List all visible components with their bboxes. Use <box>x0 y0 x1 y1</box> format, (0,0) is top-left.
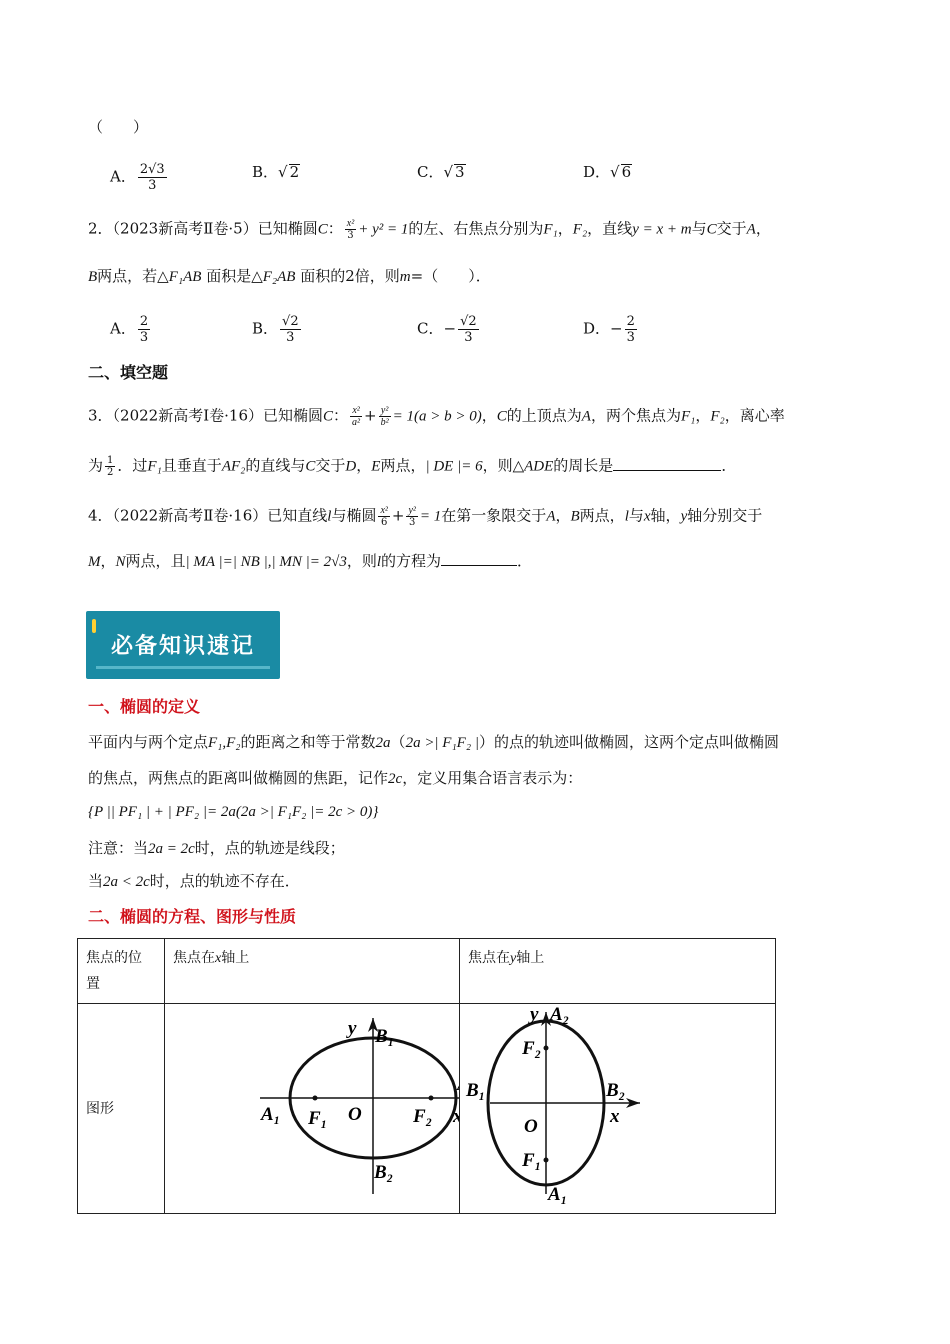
condition: | MA |=| NB |,| MN |= 2√3 <box>185 554 347 570</box>
header-y-axis <box>460 939 775 978</box>
q2-line1 <box>88 218 771 241</box>
note-line2 <box>88 871 300 892</box>
q2-option-b[interactable] <box>252 314 303 345</box>
minus-sign: − <box>610 319 623 338</box>
label-b2: B₂ <box>606 1080 626 1101</box>
text: 的上顶点为 <box>506 406 582 425</box>
numerator: y² <box>408 505 416 516</box>
comma: ， <box>755 219 771 238</box>
text: 的焦点，两焦点的距离叫做椭圆的焦距，记作 <box>88 769 389 787</box>
fraction <box>345 218 356 241</box>
numerator: 2√3 <box>139 162 165 177</box>
sqrt-icon: √ <box>610 163 620 181</box>
text: ，则△ <box>482 456 525 475</box>
period: ． <box>721 456 737 475</box>
label-b1: B₁ <box>466 1080 486 1101</box>
denominator: 3 <box>626 330 635 345</box>
foci: F₁,F₂ <box>208 735 241 751</box>
var-b: B <box>570 508 580 525</box>
text: 交于 <box>716 219 747 238</box>
option-label: C． <box>417 319 444 338</box>
minus-sign: − <box>443 319 457 338</box>
text: ，两个焦点为 <box>590 406 681 425</box>
label-y: y <box>348 1018 357 1039</box>
var-x: x <box>643 508 651 525</box>
q1-option-b[interactable] <box>252 162 300 182</box>
focus-point <box>544 1046 549 1051</box>
q2-prefix: 2．（2023新高考Ⅱ卷·5）已知椭圆 <box>88 219 318 238</box>
fraction <box>280 314 301 345</box>
var-y: y <box>510 951 517 966</box>
table-cell <box>165 1004 460 1214</box>
denominator: 3 <box>464 330 473 345</box>
var-y: y <box>680 508 688 525</box>
ellipse-x-axis-figure <box>165 1004 459 1209</box>
text: 两点， <box>380 456 426 475</box>
text: 与椭圆 <box>331 506 377 525</box>
text: 焦点在 <box>468 950 510 966</box>
var-c: C <box>496 408 507 425</box>
condition: = 1(a > b > 0) <box>392 408 482 425</box>
var-x: x <box>215 951 222 966</box>
var-n: N <box>115 554 126 570</box>
numerator: x² <box>346 218 355 229</box>
fraction <box>105 455 115 478</box>
text: 轴上 <box>516 950 545 966</box>
var-e: E <box>371 458 381 475</box>
table-header-row <box>78 939 776 1004</box>
option-label: D． <box>583 163 611 181</box>
var-l: l <box>376 554 382 570</box>
section-heading-equation: 二、椭圆的方程、图形与性质 <box>88 907 297 926</box>
condition: 2a < 2c <box>103 874 150 890</box>
constant-2a: 2a <box>375 735 391 751</box>
var-f1: F₁ <box>680 408 696 425</box>
q2-option-a[interactable] <box>110 314 152 345</box>
fraction <box>379 405 391 428</box>
var-c: C <box>323 408 334 425</box>
label-y: y <box>530 1004 539 1025</box>
text: 与 <box>691 219 707 238</box>
denominator: 3 <box>139 330 149 345</box>
text: 面积是△ <box>206 267 263 285</box>
numerator: 2 <box>139 314 149 329</box>
var-b: B <box>88 269 98 285</box>
focal-distance: 2c <box>388 771 403 787</box>
fraction <box>138 314 150 345</box>
text: ，则 <box>346 552 377 570</box>
denominator: b² <box>380 417 389 428</box>
var-a: A <box>581 408 591 425</box>
def-set-notation: {P || PF₁ | + | PF₂ |= 2a(2a >| F₁F₂ |= 2c > 0)} <box>88 804 379 820</box>
text: 平面内与两个定点 <box>88 733 209 751</box>
label-f1: F₁ <box>522 1150 542 1171</box>
sqrt-icon: √ <box>443 163 454 181</box>
q1-option-a[interactable] <box>110 162 169 193</box>
text: 轴， <box>650 506 681 525</box>
var-l: l <box>327 508 332 525</box>
numerator: x² <box>350 405 362 417</box>
triangle-2: F₂AB <box>262 269 296 285</box>
text: ，直线 <box>587 219 633 238</box>
var-f1: F₁ <box>543 221 558 238</box>
q3-line1: 3．（2022新高考Ⅰ卷·16）已知椭圆C： $\frac{\text{x²}}{\text{a²}}$ + $\frac{\text{y²}}{\text{b²}}$ = 1(a > b > 0)，C的上顶点为A，两个焦点为F₁，F₂，离心率 <box>88 405 785 428</box>
denominator: 3 <box>409 517 416 528</box>
comma: ， <box>695 406 711 425</box>
label-b2: B₂ <box>374 1162 394 1183</box>
denominator: a² <box>352 417 361 428</box>
text: 的方程为 <box>381 552 442 570</box>
q1-paren: （ ） <box>88 118 149 136</box>
text: ．过 <box>117 456 148 475</box>
triangle-ade: ADE <box>524 458 554 475</box>
label-a1: A₁ <box>261 1104 281 1125</box>
comma: ， <box>356 456 372 475</box>
text: 面积的2倍，则 <box>300 267 400 285</box>
option-label: B． <box>252 319 279 338</box>
option-label: C． <box>417 163 444 181</box>
var-c: C <box>305 458 316 475</box>
var-l: l <box>624 508 629 525</box>
numerator: 1 <box>107 455 114 466</box>
fraction <box>350 405 362 428</box>
comma: ， <box>557 219 573 238</box>
fraction <box>458 314 479 345</box>
label-x: x <box>610 1106 620 1127</box>
text: 两点， <box>579 506 625 525</box>
denominator: 3 <box>148 178 157 193</box>
text: 且垂直于 <box>161 456 222 475</box>
option-label: A． <box>110 319 136 338</box>
var-f1: F₁ <box>147 458 162 475</box>
answer-blank[interactable] <box>441 551 517 566</box>
label-x <box>452 1106 459 1127</box>
line-equation: y = x + m <box>632 221 692 238</box>
condition: | DE |= 6 <box>425 458 483 475</box>
q4-line2 <box>88 551 532 572</box>
text: 的左、右焦点分别为 <box>408 219 544 238</box>
fraction <box>625 314 637 345</box>
period: ． <box>517 552 533 570</box>
label-origin: O <box>524 1116 538 1137</box>
knowledge-banner <box>86 611 280 679</box>
row-label-figure: 图形 <box>86 1100 114 1117</box>
var-d: D <box>345 458 357 475</box>
numerator: x² <box>380 505 388 516</box>
text: 轴分别交于 <box>687 506 763 525</box>
paren: （ <box>390 733 406 751</box>
var-c: C <box>706 221 717 238</box>
condition: 2a = 2c <box>148 841 195 857</box>
label-f1: F₁ <box>308 1108 328 1129</box>
option-label: A． <box>110 167 136 186</box>
segment-af2: AF₂ <box>221 458 246 475</box>
text: 轴上 <box>221 950 250 966</box>
text: 在第一象限交于 <box>441 506 547 525</box>
option-label: B． <box>252 163 279 181</box>
banner-underline <box>96 666 270 669</box>
q1-option-c[interactable] <box>417 162 466 182</box>
text: ，定义用集合语言表示为： <box>402 769 583 787</box>
label-a2 <box>456 1074 459 1095</box>
section-heading-fill-blank: 二、填空题 <box>88 363 169 382</box>
radicand: 6 <box>621 163 632 181</box>
label-f2: F₂ <box>522 1038 542 1059</box>
text: 为 <box>88 456 104 475</box>
sqrt-icon: √ <box>278 163 288 181</box>
label-b1: B₁ <box>375 1026 395 1047</box>
q2-line2 <box>88 266 491 287</box>
comma: ， <box>100 552 116 570</box>
text: 交于 <box>315 456 346 475</box>
q1-option-d[interactable] <box>583 162 632 182</box>
q2-option-c[interactable] <box>417 314 481 345</box>
label-f2: F₂ <box>413 1106 433 1127</box>
q3-line2 <box>88 455 736 478</box>
focus-point <box>313 1096 318 1101</box>
ellipse-y-axis-figure <box>460 1004 775 1209</box>
answer-blank[interactable] <box>613 456 721 471</box>
var-m: m <box>399 269 411 285</box>
table-header-cell <box>78 939 165 1004</box>
text: 两点，且 <box>125 552 186 570</box>
table-row <box>78 1004 776 1214</box>
table-cell <box>460 1004 776 1214</box>
condition: 2a >| F₁F₂ | <box>405 735 479 751</box>
numerator: √2 <box>460 314 477 329</box>
label-a2: A₂ <box>550 1004 570 1025</box>
text: 两点，若△ <box>97 267 169 285</box>
q2-option-d[interactable] <box>583 314 639 345</box>
colon: ： <box>327 219 343 238</box>
q3-prefix: 3．（2022新高考Ⅰ卷·16）已知椭圆 <box>88 406 323 425</box>
fraction <box>406 505 417 528</box>
numerator: y² <box>379 405 391 417</box>
equation-rest: = 1 <box>419 508 442 525</box>
var-a: A <box>546 508 556 525</box>
text: =（ ）． <box>410 267 491 285</box>
triangle-1: F₁AB <box>168 269 202 285</box>
denominator: 2 <box>107 467 114 478</box>
header-focus-position: 焦点的位置 <box>86 950 142 992</box>
text: ）的点的轨迹叫做椭圆，这两个定点叫做椭圆 <box>478 733 779 751</box>
fraction <box>378 505 389 528</box>
label-a1: A₁ <box>548 1184 568 1205</box>
header-x-axis <box>165 939 459 978</box>
denominator: 6 <box>381 517 388 528</box>
text: 焦点在 <box>173 950 215 966</box>
focus-point <box>544 1158 549 1163</box>
radicand: 2 <box>289 163 300 181</box>
denominator: 3 <box>286 330 295 345</box>
comma: ， <box>555 506 571 525</box>
label-origin: O <box>348 1104 362 1125</box>
var-m: M <box>88 554 101 570</box>
section-heading-definition: 一、椭圆的定义 <box>88 697 201 716</box>
text: ，离心率 <box>724 406 785 425</box>
text: 的周长是 <box>553 456 614 475</box>
var-a: A <box>746 221 756 238</box>
text: 与 <box>628 506 644 525</box>
equation-rest: + y² = 1 <box>358 221 409 238</box>
comma: ， <box>481 406 497 425</box>
option-label: D． <box>583 319 611 338</box>
var-c: C <box>317 221 328 238</box>
q4-line1: 4．（2022新高考Ⅱ卷·16）已知直线l与椭圆 $\frac{\text{x²}}{6}$ + $\frac{\text{y²}}{3}$ = 1在第一象限交于A，B两点，l与x轴，y轴分别交于 <box>88 505 763 528</box>
banner-title: 必备知识速记 <box>110 634 255 659</box>
ellipse-properties-table <box>77 938 776 1214</box>
table-header-cell <box>460 939 776 1004</box>
numerator: √2 <box>282 314 299 329</box>
table-header-cell <box>165 939 460 1004</box>
text: 当 <box>88 872 104 890</box>
fraction <box>138 162 167 193</box>
colon: ： <box>333 406 349 425</box>
radicand: 3 <box>455 163 465 181</box>
text: 时，点的轨迹是线段； <box>194 839 345 857</box>
focus-point <box>429 1096 434 1101</box>
def-line1 <box>88 732 779 753</box>
var-f2: F₂ <box>572 221 588 238</box>
note-line1 <box>88 838 345 859</box>
denominator: 3 <box>347 230 354 241</box>
var-f2: F₂ <box>710 408 725 425</box>
text: 的直线与 <box>245 456 306 475</box>
numerator: 2 <box>626 314 635 329</box>
table-cell <box>78 1004 165 1214</box>
text: 时，点的轨迹不存在． <box>149 872 300 890</box>
q4-prefix: 4．（2022新高考Ⅱ卷·16）已知直线 <box>88 506 328 525</box>
def-line2 <box>88 768 582 789</box>
text: 的距离之和等于常数 <box>240 733 376 751</box>
text: 注意：当 <box>88 839 149 857</box>
